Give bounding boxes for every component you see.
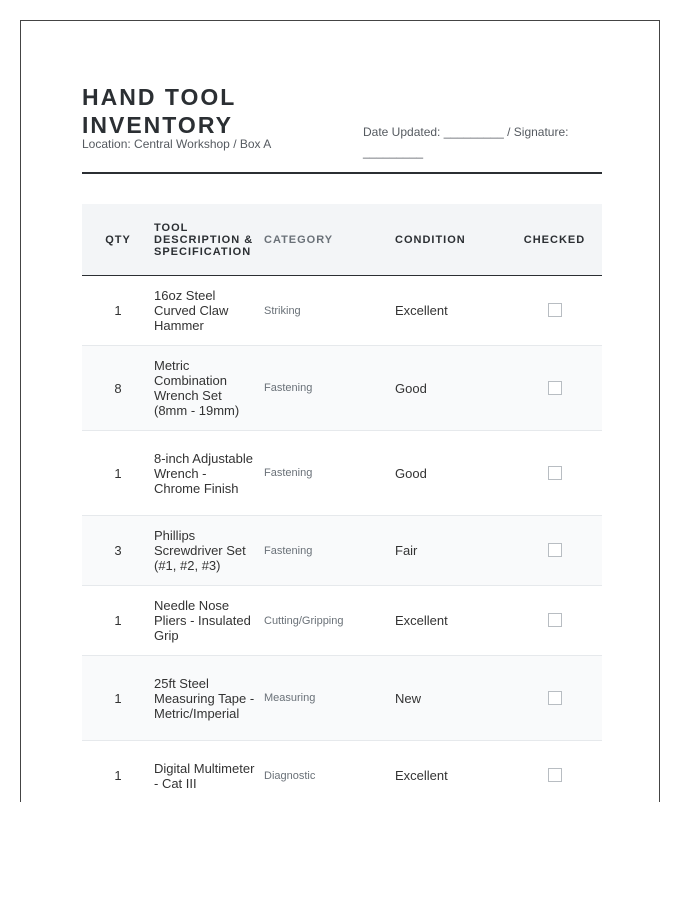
row-category: Fastening	[264, 346, 395, 431]
row-description: Digital Multimeter - Cat III	[154, 741, 264, 803]
document-title: HAND TOOL INVENTORY	[82, 84, 236, 138]
column-header-category: CATEGORY	[264, 204, 395, 276]
checked-checkbox[interactable]	[548, 768, 562, 782]
row-checked-cell	[507, 431, 602, 516]
table-row	[82, 276, 602, 346]
table-header-row	[82, 204, 602, 276]
table-row	[82, 346, 602, 431]
table-row	[82, 741, 602, 803]
row-category: Diagnostic	[264, 741, 395, 803]
row-description: 25ft Steel Measuring Tape - Metric/Imperial	[154, 656, 264, 741]
table-row	[82, 656, 602, 741]
column-header-checked: CHECKED	[507, 204, 602, 276]
table-row	[82, 431, 602, 516]
column-header-description: TOOL DESCRIPTION & SPECIFICATION	[154, 204, 264, 276]
checked-checkbox[interactable]	[548, 466, 562, 480]
row-qty: 8	[82, 346, 154, 431]
row-qty: 1	[82, 586, 154, 656]
location-text: Location: Central Workshop / Box A	[82, 137, 272, 151]
row-qty: 3	[82, 516, 154, 586]
row-qty: 1	[82, 656, 154, 741]
column-header-condition: CONDITION	[395, 204, 507, 276]
row-checked-cell	[507, 741, 602, 803]
row-condition: Excellent	[395, 276, 507, 346]
row-condition: Good	[395, 346, 507, 431]
checked-checkbox[interactable]	[548, 613, 562, 627]
checked-checkbox[interactable]	[548, 303, 562, 317]
row-qty: 1	[82, 741, 154, 803]
row-checked-cell	[507, 276, 602, 346]
row-description: Phillips Screwdriver Set (#1, #2, #3)	[154, 516, 264, 586]
row-checked-cell	[507, 656, 602, 741]
row-condition: New	[395, 656, 507, 741]
checked-checkbox[interactable]	[548, 543, 562, 557]
row-description: 16oz Steel Curved Claw Hammer	[154, 276, 264, 346]
row-checked-cell	[507, 586, 602, 656]
row-category: Fastening	[264, 431, 395, 516]
row-qty: 1	[82, 431, 154, 516]
table-row	[82, 516, 602, 586]
row-checked-cell	[507, 516, 602, 586]
row-category: Measuring	[264, 656, 395, 741]
row-description: Metric Combination Wrench Set (8mm - 19mm)	[154, 346, 264, 431]
row-category: Striking	[264, 276, 395, 346]
row-condition: Fair	[395, 516, 507, 586]
document-header	[82, 83, 602, 159]
row-qty: 1	[82, 276, 154, 346]
table-row	[82, 586, 602, 656]
inventory-table	[82, 204, 602, 802]
row-checked-cell	[507, 346, 602, 431]
checked-checkbox[interactable]	[548, 691, 562, 705]
date-signature-line: Date Updated: _________ / Signature: _________	[363, 125, 569, 159]
inventory-page	[20, 20, 660, 802]
header-divider	[82, 172, 602, 174]
row-description: Needle Nose Pliers - Insulated Grip	[154, 586, 264, 656]
column-header-qty: QTY	[82, 204, 154, 276]
row-condition: Excellent	[395, 586, 507, 656]
row-description: 8-inch Adjustable Wrench - Chrome Finish	[154, 431, 264, 516]
row-condition: Excellent	[395, 741, 507, 803]
row-condition: Good	[395, 431, 507, 516]
checked-checkbox[interactable]	[548, 381, 562, 395]
row-category: Cutting/Gripping	[264, 586, 395, 656]
row-category: Fastening	[264, 516, 395, 586]
